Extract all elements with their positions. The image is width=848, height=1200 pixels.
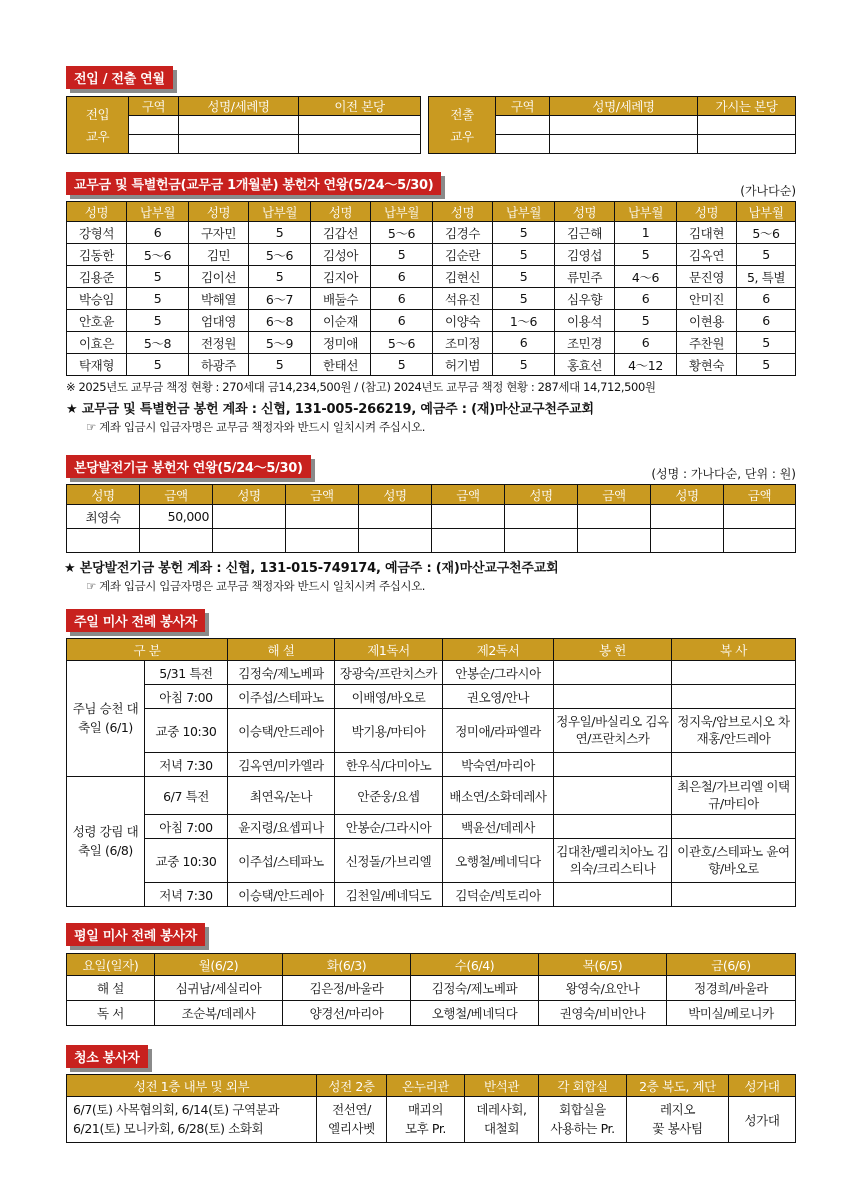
fund-footer bbox=[66, 557, 796, 594]
cell bbox=[672, 685, 796, 709]
fund-col-amount: 금액 bbox=[286, 485, 359, 505]
donor-name: 이효은 bbox=[67, 332, 127, 354]
dues-order-note: (가나다순) bbox=[740, 184, 796, 198]
table-row bbox=[67, 310, 796, 332]
paid-month: 1～6 bbox=[493, 310, 555, 332]
table-row bbox=[67, 1001, 796, 1026]
row-label: 독 서 bbox=[67, 1001, 155, 1026]
cleaning-table-wrap bbox=[66, 1074, 796, 1143]
fund-notice: ☞ 계좌 입금시 입금자명은 교무금 책정자와 반드시 일치시켜 주십시오. bbox=[86, 579, 426, 593]
donor-name: 하광주 bbox=[189, 354, 249, 376]
dues-footer bbox=[66, 379, 796, 435]
paid-month: 5 bbox=[127, 266, 189, 288]
weekday-col-tue: 화(6/3) bbox=[283, 954, 411, 976]
donor-name: 이순재 bbox=[311, 310, 371, 332]
donor-name: 이용석 bbox=[555, 310, 615, 332]
weekday-section bbox=[66, 923, 796, 946]
donor-name: 김옥연 bbox=[677, 244, 737, 266]
paid-month: 5 bbox=[249, 266, 311, 288]
cell: 박숙연/마리아 bbox=[443, 753, 554, 777]
donation-amount bbox=[140, 529, 213, 553]
paid-month: 5～9 bbox=[249, 332, 311, 354]
cleaning-col-bansuk: 반석관 bbox=[465, 1075, 539, 1097]
paid-month: 5～6 bbox=[371, 332, 433, 354]
move-in-col-parish: 이전 본당 bbox=[299, 97, 421, 116]
mass-time: 6/7 특전 bbox=[145, 777, 228, 815]
sunday-section bbox=[66, 609, 796, 632]
fund-account: ★ 본당발전기금 봉헌 계좌 : 신협, 131-015-749174, 예금주 : (재)마산교구천주교회 bbox=[64, 561, 559, 576]
table-row bbox=[67, 1097, 796, 1143]
fund-col-amount: 금액 bbox=[432, 485, 505, 505]
cell bbox=[672, 815, 796, 839]
cell: 김대찬/펠리치아노 김의숙/크리스티나 bbox=[554, 839, 672, 883]
table-row bbox=[67, 685, 796, 709]
cell: 이주섭/스테파노 bbox=[228, 839, 335, 883]
donor-name: 탁재형 bbox=[67, 354, 127, 376]
donor-name: 엄대영 bbox=[189, 310, 249, 332]
cell: 매괴의 모후 Pr. bbox=[387, 1097, 465, 1143]
mass-time: 교중 10:30 bbox=[145, 709, 228, 753]
dues-col-name: 성명 bbox=[67, 202, 127, 222]
fund-col-amount: 금액 bbox=[724, 485, 796, 505]
move-in-label: 전입 교우 bbox=[67, 97, 129, 154]
donor-name: 배둘수 bbox=[311, 288, 371, 310]
cleaning-col-choir: 성가대 bbox=[729, 1075, 796, 1097]
pentecost-label: 성령 강림 대축일 (6/8) bbox=[67, 777, 145, 907]
cell: 정지욱/암브로시오 차재홍/안드레아 bbox=[672, 709, 796, 753]
cleaning-col-rooms: 각 회합실 bbox=[539, 1075, 627, 1097]
move-in-table bbox=[66, 96, 421, 154]
sunday-title: 주일 미사 전례 봉사자 bbox=[66, 609, 205, 632]
donor-name: 김동한 bbox=[67, 244, 127, 266]
move-out-table-wrap bbox=[428, 96, 796, 154]
transfer-section bbox=[66, 66, 796, 89]
paid-month: 5～8 bbox=[127, 332, 189, 354]
donor-name bbox=[505, 505, 578, 529]
cell: 레지오 꽃 봉사팀 bbox=[627, 1097, 729, 1143]
fund-section bbox=[66, 455, 796, 481]
cell: 회합실을 사용하는 Pr. bbox=[539, 1097, 627, 1143]
paid-month: 5 bbox=[737, 244, 796, 266]
donor-name: 주찬원 bbox=[677, 332, 737, 354]
move-in-table-wrap bbox=[66, 96, 421, 154]
donor-name: 이양숙 bbox=[433, 310, 493, 332]
cell: 최은철/가브리엘 이택규/마티아 bbox=[672, 777, 796, 815]
weekday-col-thu: 목(6/5) bbox=[539, 954, 667, 976]
paid-month: 6 bbox=[615, 332, 677, 354]
cell: 전선연/ 엘리사벳 bbox=[317, 1097, 387, 1143]
cell: 안봉순/그라시아 bbox=[335, 815, 443, 839]
paid-month: 5 bbox=[371, 244, 433, 266]
donor-name: 석유진 bbox=[433, 288, 493, 310]
cell: 장광숙/프란치스카 bbox=[335, 661, 443, 685]
move-out-table bbox=[428, 96, 796, 154]
paid-month: 5～6 bbox=[371, 222, 433, 244]
paid-month: 5 bbox=[493, 266, 555, 288]
paid-month: 5 bbox=[371, 354, 433, 376]
cell: 김은정/바울라 bbox=[283, 976, 411, 1001]
donor-name: 심우향 bbox=[555, 288, 615, 310]
table-row bbox=[67, 222, 796, 244]
move-out-col-area: 구역 bbox=[496, 97, 550, 116]
donor-name: 김갑선 bbox=[311, 222, 371, 244]
mass-time: 저녁 7:30 bbox=[145, 753, 228, 777]
cell: 양경선/마리아 bbox=[283, 1001, 411, 1026]
paid-month: 5 bbox=[127, 288, 189, 310]
table-row bbox=[67, 332, 796, 354]
cleaning-col-1f: 성전 1층 내부 및 외부 bbox=[67, 1075, 317, 1097]
sunday-col-commentary: 해 설 bbox=[228, 639, 335, 661]
fund-col-name: 성명 bbox=[359, 485, 432, 505]
fund-table-wrap bbox=[66, 484, 796, 553]
weekday-table-wrap bbox=[66, 953, 796, 1026]
paid-month: 5 bbox=[249, 354, 311, 376]
dues-stat: ※ 2025년도 교무금 책정 현황 : 270세대 금14,234,500원 / (참고) 2024년도 교무금 책정 현황 : 287세대 14,712,500원 bbox=[66, 380, 656, 394]
weekday-title: 평일 미사 전례 봉사자 bbox=[66, 923, 205, 946]
sunday-col-reading1: 제1독서 bbox=[335, 639, 443, 661]
donation-amount bbox=[578, 529, 651, 553]
paid-month: 5 bbox=[493, 244, 555, 266]
dues-col-month: 납부월 bbox=[249, 202, 311, 222]
cell bbox=[672, 753, 796, 777]
cell bbox=[672, 661, 796, 685]
donation-amount bbox=[724, 505, 796, 529]
cell bbox=[672, 883, 796, 907]
cell: 김정숙/제노베파 bbox=[411, 976, 539, 1001]
dues-table-wrap bbox=[66, 201, 796, 376]
weekday-col-fri: 금(6/6) bbox=[667, 954, 796, 976]
donor-name: 김경수 bbox=[433, 222, 493, 244]
dues-col-month: 납부월 bbox=[371, 202, 433, 222]
paid-month: 5 bbox=[615, 244, 677, 266]
paid-month: 5 bbox=[127, 354, 189, 376]
table-row bbox=[67, 505, 796, 529]
donor-name: 황현숙 bbox=[677, 354, 737, 376]
donor-name bbox=[213, 529, 286, 553]
donor-name: 이현용 bbox=[677, 310, 737, 332]
cell: 김정숙/제노베파 bbox=[228, 661, 335, 685]
paid-month: 5～6 bbox=[737, 222, 796, 244]
cell: 백윤선/데레사 bbox=[443, 815, 554, 839]
cell: 이주섭/스테파노 bbox=[228, 685, 335, 709]
paid-month: 4～6 bbox=[615, 266, 677, 288]
paid-month: 5, 특별 bbox=[737, 266, 796, 288]
donor-name: 구자민 bbox=[189, 222, 249, 244]
cell: 권영숙/비비안나 bbox=[539, 1001, 667, 1026]
paid-month: 5 bbox=[127, 310, 189, 332]
weekday-table bbox=[66, 953, 796, 1026]
fund-col-amount: 금액 bbox=[578, 485, 651, 505]
donor-name: 전정원 bbox=[189, 332, 249, 354]
donor-name: 김근해 bbox=[555, 222, 615, 244]
donor-name: 김이선 bbox=[189, 266, 249, 288]
mass-time: 5/31 특전 bbox=[145, 661, 228, 685]
cell: 정경희/바울라 bbox=[667, 976, 796, 1001]
dues-table bbox=[66, 201, 796, 376]
table-row bbox=[67, 839, 796, 883]
cell: 권오영/안나 bbox=[443, 685, 554, 709]
cleaning-section bbox=[66, 1045, 796, 1068]
donor-name: 류민주 bbox=[555, 266, 615, 288]
cell bbox=[554, 661, 672, 685]
cell bbox=[554, 685, 672, 709]
donor-name: 박승임 bbox=[67, 288, 127, 310]
donor-name: 강형석 bbox=[67, 222, 127, 244]
donor-name: 조미정 bbox=[433, 332, 493, 354]
move-out-col-name: 성명/세례명 bbox=[550, 97, 698, 116]
donation-amount bbox=[432, 505, 505, 529]
cell: 김덕순/빅토리아 bbox=[443, 883, 554, 907]
paid-month: 6～7 bbox=[249, 288, 311, 310]
donation-amount: 50,000 bbox=[140, 505, 213, 529]
dues-title: 교무금 및 특별헌금(교무금 1개월분) 봉헌자 연왕(5/24～5/30) bbox=[66, 172, 441, 195]
cell: 이관호/스테파노 윤여향/바오로 bbox=[672, 839, 796, 883]
donor-name: 문진영 bbox=[677, 266, 737, 288]
paid-month: 6～8 bbox=[249, 310, 311, 332]
paid-month: 6 bbox=[493, 332, 555, 354]
dues-col-name: 성명 bbox=[189, 202, 249, 222]
cell: 김천일/베네딕도 bbox=[335, 883, 443, 907]
paid-month: 5 bbox=[615, 310, 677, 332]
donor-name: 김영섭 bbox=[555, 244, 615, 266]
fund-col-name: 성명 bbox=[651, 485, 724, 505]
paid-month: 5 bbox=[493, 222, 555, 244]
cell: 윤지령/요셉피나 bbox=[228, 815, 335, 839]
move-in-col-area: 구역 bbox=[129, 97, 179, 116]
donor-name bbox=[67, 529, 140, 553]
cell: 이승택/안드레아 bbox=[228, 709, 335, 753]
mass-time: 저녁 7:30 bbox=[145, 883, 228, 907]
cleaning-title: 청소 봉사자 bbox=[66, 1045, 148, 1068]
fund-col-name: 성명 bbox=[505, 485, 578, 505]
transfer-title: 전입 / 전출 연월 bbox=[66, 66, 173, 89]
table-row bbox=[67, 753, 796, 777]
donation-amount bbox=[432, 529, 505, 553]
donor-name: 김용준 bbox=[67, 266, 127, 288]
donor-name: 김성아 bbox=[311, 244, 371, 266]
cell: 성가대 bbox=[729, 1097, 796, 1143]
cell: 안봉순/그라시아 bbox=[443, 661, 554, 685]
cleaning-table bbox=[66, 1074, 796, 1143]
dues-section bbox=[66, 172, 796, 198]
cell: 왕영숙/요안나 bbox=[539, 976, 667, 1001]
cell: 심귀남/세실리아 bbox=[155, 976, 283, 1001]
paid-month: 6 bbox=[615, 288, 677, 310]
donor-name: 박해열 bbox=[189, 288, 249, 310]
donor-name: 정미애 bbox=[311, 332, 371, 354]
fund-table bbox=[66, 484, 796, 553]
paid-month: 6 bbox=[737, 288, 796, 310]
mass-time: 아침 7:00 bbox=[145, 815, 228, 839]
donation-amount bbox=[724, 529, 796, 553]
dues-col-name: 성명 bbox=[677, 202, 737, 222]
mass-time: 교중 10:30 bbox=[145, 839, 228, 883]
donor-name: 홍효선 bbox=[555, 354, 615, 376]
table-row bbox=[67, 288, 796, 310]
donation-amount bbox=[578, 505, 651, 529]
table-row bbox=[67, 976, 796, 1001]
cell: 데레사회, 대철회 bbox=[465, 1097, 539, 1143]
cell: 오행철/베네딕다 bbox=[411, 1001, 539, 1026]
table-row bbox=[67, 661, 796, 685]
cell: 한우식/다미아노 bbox=[335, 753, 443, 777]
donor-name: 안호윤 bbox=[67, 310, 127, 332]
paid-month: 6 bbox=[371, 288, 433, 310]
donor-name: 김대현 bbox=[677, 222, 737, 244]
cell: 정우일/바실리오 김옥연/프란치스카 bbox=[554, 709, 672, 753]
cleaning-col-hall: 2층 복도, 계단 bbox=[627, 1075, 729, 1097]
donor-name: 김현신 bbox=[433, 266, 493, 288]
cell bbox=[554, 777, 672, 815]
cleaning-col-2f: 성전 2층 bbox=[317, 1075, 387, 1097]
move-out-label: 전출 교우 bbox=[429, 97, 496, 154]
paid-month: 6 bbox=[127, 222, 189, 244]
cell bbox=[554, 753, 672, 777]
sunday-table-wrap bbox=[66, 638, 796, 907]
cell: 김옥연/미카엘라 bbox=[228, 753, 335, 777]
cleaning-schedule: 6/7(토) 사목협의회, 6/14(토) 구역분과 6/21(토) 모니카회, 6/28(토) 소화회 bbox=[67, 1097, 317, 1143]
paid-month: 1 bbox=[615, 222, 677, 244]
cell bbox=[554, 883, 672, 907]
donor-name: 김지아 bbox=[311, 266, 371, 288]
donor-name bbox=[213, 505, 286, 529]
paid-month: 6 bbox=[737, 310, 796, 332]
donor-name bbox=[359, 529, 432, 553]
paid-month: 4～12 bbox=[615, 354, 677, 376]
donor-name: 한태선 bbox=[311, 354, 371, 376]
row-label: 해 설 bbox=[67, 976, 155, 1001]
table-row bbox=[67, 815, 796, 839]
dues-col-month: 납부월 bbox=[493, 202, 555, 222]
cell: 박미실/베로니카 bbox=[667, 1001, 796, 1026]
sunday-col-server: 복 사 bbox=[672, 639, 796, 661]
paid-month: 5～6 bbox=[127, 244, 189, 266]
paid-month: 6 bbox=[371, 266, 433, 288]
cell: 박기용/마티아 bbox=[335, 709, 443, 753]
dues-col-name: 성명 bbox=[311, 202, 371, 222]
cleaning-col-onnuri: 온누리관 bbox=[387, 1075, 465, 1097]
donor-name: 최영숙 bbox=[67, 505, 140, 529]
table-row bbox=[67, 244, 796, 266]
paid-month: 6 bbox=[371, 310, 433, 332]
table-row bbox=[67, 883, 796, 907]
sunday-col-offering: 봉 헌 bbox=[554, 639, 672, 661]
ascension-label: 주님 승천 대축일 (6/1) bbox=[67, 661, 145, 777]
table-row bbox=[67, 709, 796, 753]
cell: 배소연/소화데레사 bbox=[443, 777, 554, 815]
fund-col-amount: 금액 bbox=[140, 485, 213, 505]
sunday-col-reading2: 제2독서 bbox=[443, 639, 554, 661]
dues-notice: ☞ 계좌 입금시 입금자명은 교무금 책정자와 반드시 일치시켜 주십시오. bbox=[86, 420, 426, 434]
donation-amount bbox=[286, 529, 359, 553]
cell: 신정돌/가브리엘 bbox=[335, 839, 443, 883]
cell bbox=[554, 815, 672, 839]
donor-name: 김민 bbox=[189, 244, 249, 266]
paid-month: 5～6 bbox=[249, 244, 311, 266]
cell: 최연옥/논나 bbox=[228, 777, 335, 815]
cell: 안준웅/요셉 bbox=[335, 777, 443, 815]
cell: 조순복/데레사 bbox=[155, 1001, 283, 1026]
dues-col-name: 성명 bbox=[433, 202, 493, 222]
cell: 정미애/라파엘라 bbox=[443, 709, 554, 753]
paid-month: 5 bbox=[249, 222, 311, 244]
weekday-col-wed: 수(6/4) bbox=[411, 954, 539, 976]
dues-col-month: 납부월 bbox=[737, 202, 796, 222]
dues-account: ★ 교무금 및 특별헌금 봉헌 계좌 : 신협, 131-005-266219, 예금주 : (재)마산교구천주교회 bbox=[66, 402, 594, 417]
donor-name bbox=[651, 529, 724, 553]
dues-col-month: 납부월 bbox=[127, 202, 189, 222]
fund-title: 본당발전기금 봉헌자 연왕(5/24～5/30) bbox=[66, 455, 311, 478]
table-row bbox=[67, 266, 796, 288]
paid-month: 5 bbox=[737, 354, 796, 376]
dues-col-name: 성명 bbox=[555, 202, 615, 222]
paid-month: 5 bbox=[493, 354, 555, 376]
move-in-col-name: 성명/세례명 bbox=[179, 97, 299, 116]
table-row bbox=[67, 354, 796, 376]
donor-name bbox=[359, 505, 432, 529]
sunday-col-section: 구 분 bbox=[67, 639, 228, 661]
table-row bbox=[67, 777, 796, 815]
dues-col-month: 납부월 bbox=[615, 202, 677, 222]
fund-col-name: 성명 bbox=[67, 485, 140, 505]
weekday-col-day: 요일(일자) bbox=[67, 954, 155, 976]
sunday-table bbox=[66, 638, 796, 907]
donation-amount bbox=[286, 505, 359, 529]
donor-name bbox=[505, 529, 578, 553]
mass-time: 아침 7:00 bbox=[145, 685, 228, 709]
table-row bbox=[67, 529, 796, 553]
cell: 이배영/바오로 bbox=[335, 685, 443, 709]
move-out-col-parish: 가시는 본당 bbox=[698, 97, 796, 116]
donor-name: 허기범 bbox=[433, 354, 493, 376]
cell: 오행철/베네딕다 bbox=[443, 839, 554, 883]
donor-name: 조민경 bbox=[555, 332, 615, 354]
donor-name: 김순란 bbox=[433, 244, 493, 266]
weekday-col-mon: 월(6/2) bbox=[155, 954, 283, 976]
paid-month: 5 bbox=[493, 288, 555, 310]
fund-unit-note: (성명 : 가나다순, 단위 : 원) bbox=[651, 467, 796, 481]
cell: 이승택/안드레아 bbox=[228, 883, 335, 907]
paid-month: 5 bbox=[737, 332, 796, 354]
donor-name bbox=[651, 505, 724, 529]
donor-name: 안미진 bbox=[677, 288, 737, 310]
fund-col-name: 성명 bbox=[213, 485, 286, 505]
